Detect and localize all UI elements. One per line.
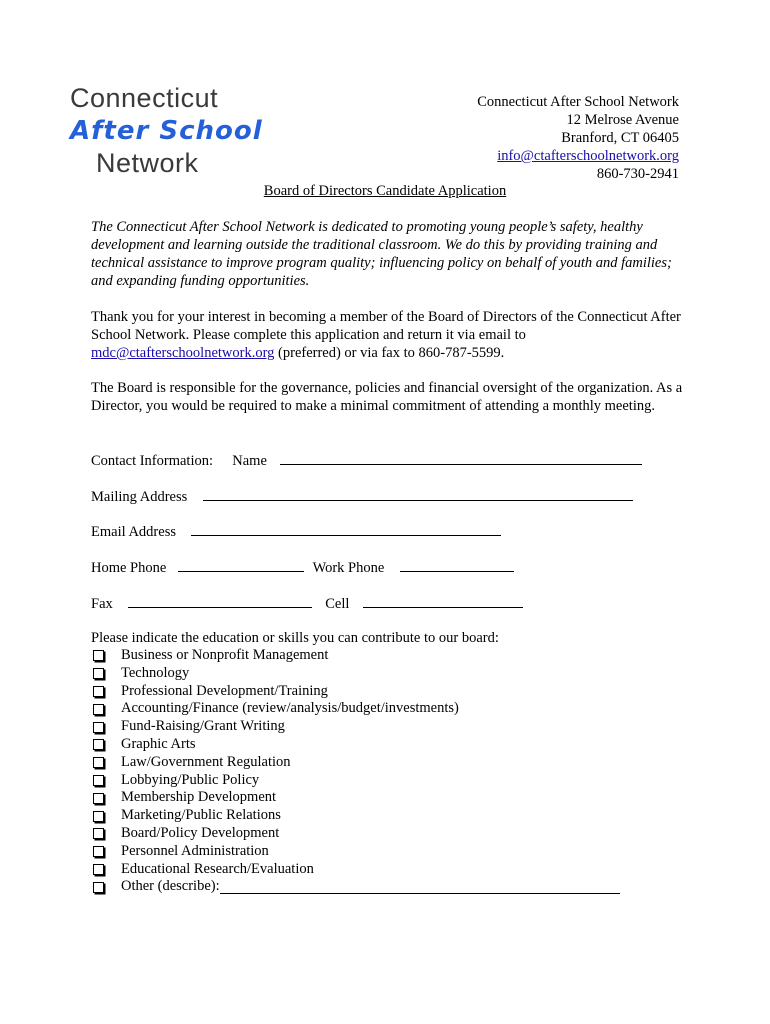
cell-label: Cell [325, 596, 350, 612]
checkbox[interactable] [93, 704, 104, 715]
list-item[interactable] [91, 647, 620, 665]
address-org: Connecticut After School Network [477, 94, 679, 110]
other-describe-field[interactable] [220, 880, 620, 894]
mailing-address-label: Mailing Address [91, 489, 188, 505]
email-address-field[interactable] [191, 522, 501, 536]
address-city: Branford, CT 06405 [561, 130, 679, 146]
name-row [91, 451, 642, 470]
skill-label: Accounting/Finance (review/analysis/budget/investments) [121, 700, 459, 717]
skill-label: Lobbying/Public Policy [121, 771, 260, 788]
cell-field[interactable] [363, 594, 523, 608]
list-item[interactable] [91, 683, 620, 701]
list-item[interactable] [91, 878, 620, 896]
list-item[interactable] [91, 772, 620, 790]
checkbox[interactable] [93, 686, 104, 697]
name-field[interactable] [280, 451, 642, 465]
skill-label: Personnel Administration [121, 842, 269, 859]
organization-logo [70, 84, 290, 178]
intro-paragraph [91, 308, 683, 362]
checkbox[interactable] [93, 864, 104, 875]
list-item[interactable] [91, 736, 620, 754]
mailing-address-field[interactable] [203, 487, 633, 501]
checkbox[interactable] [93, 757, 104, 768]
list-item[interactable] [91, 718, 620, 736]
work-phone-field[interactable] [400, 558, 514, 572]
email-address-row [91, 522, 501, 541]
skill-label: Membership Development [121, 789, 277, 806]
address-street: 12 Melrose Avenue [566, 112, 679, 128]
skill-label: Other (describe): [121, 878, 220, 895]
address-block [477, 93, 679, 183]
skills-prompt: Please indicate the education or skills you can contribute to our board: [91, 630, 499, 646]
list-item[interactable] [91, 843, 620, 861]
skill-label: Marketing/Public Relations [121, 807, 281, 824]
work-phone-label: Work Phone [312, 560, 385, 576]
list-item[interactable] [91, 754, 620, 772]
email-address-label: Email Address [91, 524, 176, 540]
fax-cell-row [91, 594, 523, 613]
logo-line-after-school: After School [70, 116, 263, 146]
list-item[interactable] [91, 665, 620, 683]
checkbox[interactable] [93, 882, 104, 893]
skill-label: Educational Research/Evaluation [121, 860, 314, 877]
skill-label: Technology [121, 664, 190, 681]
board-paragraph: The Board is responsible for the governance, policies and financial oversight of the organization. As a Director, you would be required to make a minimal commitment of attending a monthly meeting. [91, 380, 683, 414]
skill-label: Professional Development/Training [121, 682, 328, 699]
checkbox[interactable] [93, 650, 104, 661]
fax-label: Fax [91, 596, 113, 612]
list-item[interactable] [91, 789, 620, 807]
fax-field[interactable] [128, 594, 312, 608]
home-phone-field[interactable] [178, 558, 304, 572]
checkbox[interactable] [93, 775, 104, 786]
checkbox[interactable] [93, 793, 104, 804]
intro-text-before: Thank you for your interest in becoming a member of the Board of Directors of the Connecticut After School Network. Please complete this application and return it via email to [91, 309, 681, 343]
checkbox[interactable] [93, 722, 104, 733]
checkbox[interactable] [93, 811, 104, 822]
logo-line-connecticut: Connecticut [70, 83, 219, 113]
checkbox[interactable] [93, 739, 104, 750]
intro-email-link[interactable]: mdc@ctafterschoolnetwork.org [91, 345, 275, 361]
list-item[interactable] [91, 807, 620, 825]
checkbox[interactable] [93, 846, 104, 857]
address-email-link[interactable]: info@ctafterschoolnetwork.org [497, 148, 679, 164]
list-item[interactable] [91, 861, 620, 879]
list-item[interactable] [91, 700, 620, 718]
skill-label: Business or Nonprofit Management [121, 647, 329, 663]
skill-label: Fund-Raising/Grant Writing [121, 718, 285, 735]
home-phone-label: Home Phone [91, 560, 167, 576]
mission-paragraph: The Connecticut After School Network is dedicated to promoting young people’s safety, healthy development and learning outside the traditional classroom. We do this by providing training and technical assistance to improve program quality; influencing policy on behalf of youth and families; and expanding funding opportunities. [91, 219, 672, 289]
contact-information-label: Contact Information: [91, 453, 214, 469]
skill-label: Graphic Arts [121, 735, 196, 752]
checkbox[interactable] [93, 828, 104, 839]
address-phone: 860-730-2941 [596, 166, 679, 182]
phone-row [91, 558, 514, 577]
mailing-address-row [91, 487, 633, 506]
intro-text-after: (preferred) or via fax to 860-787-5599. [274, 345, 505, 361]
skill-label: Law/Government Regulation [121, 753, 291, 770]
skill-label: Board/Policy Development [121, 824, 280, 841]
checkbox[interactable] [93, 668, 104, 679]
skills-checklist [91, 647, 620, 896]
page-title: Board of Directors Candidate Application [263, 183, 507, 199]
name-label: Name [232, 453, 267, 469]
logo-line-network: Network [96, 148, 199, 178]
list-item[interactable] [91, 825, 620, 843]
